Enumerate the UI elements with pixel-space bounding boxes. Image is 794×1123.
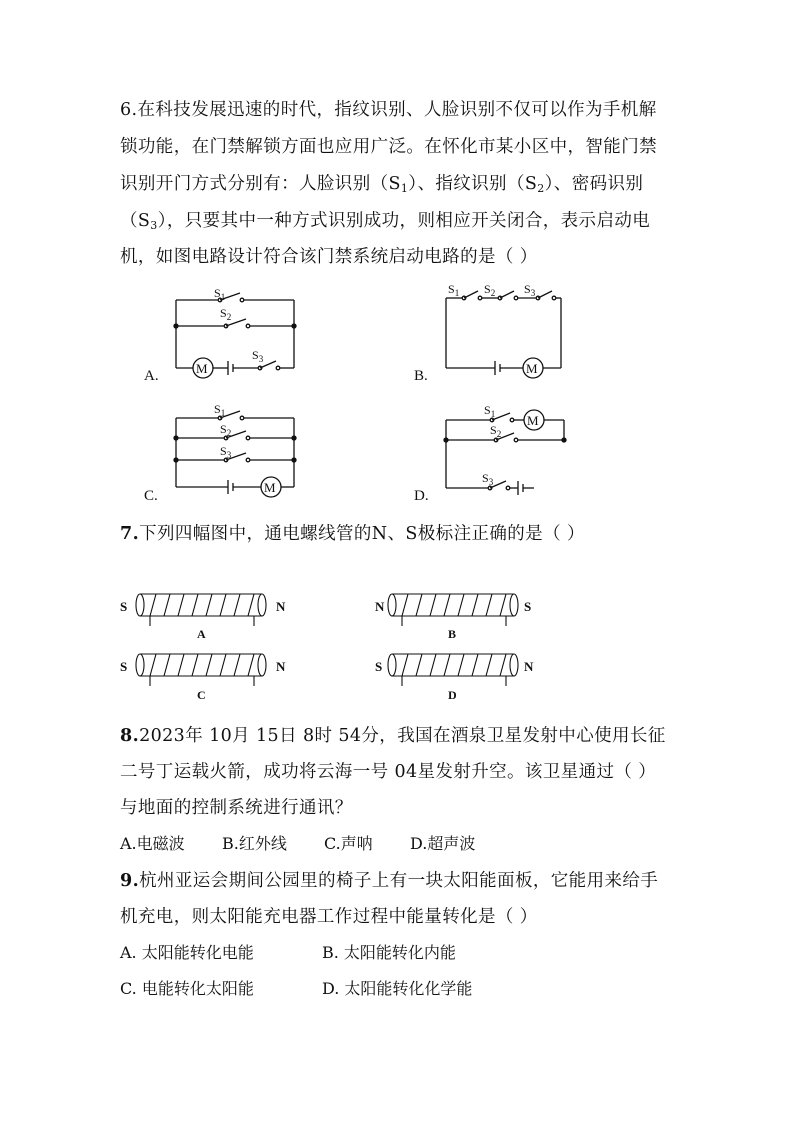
solenoid-d-right-pole: N (524, 659, 534, 674)
q8-option-c: C.声呐 (324, 834, 373, 853)
solenoid-b (388, 594, 518, 626)
q6-line-3-part-1: 识别开门方式分别有：人脸识别（S (120, 174, 401, 194)
solenoid-figures (120, 580, 560, 705)
q6-line-2: 锁功能，在门禁解锁方面也应用广泛。在怀化市某小区中，智能门禁 (120, 137, 657, 157)
q9-option-d: D. 太阳能转化化学能 (322, 979, 473, 998)
circuit-b-option-label: B. (414, 368, 428, 384)
q7-text: 下列四幅图中，通电螺线管的N、S极标注正确的是（ ） (139, 524, 585, 544)
solenoid-d-label: D (448, 688, 457, 702)
q8-line-1-text: 2023年 10月 15日 8时 54分，我国在酒泉卫星发射中心使用长征 (139, 726, 666, 746)
circuit-a (140, 280, 310, 385)
circuit-c-motor-label: M (264, 480, 276, 495)
circuit-b-motor-label: M (526, 361, 538, 376)
circuit-d-s2-label: $S_2$ (490, 423, 502, 439)
q6-sub-1: 1 (400, 182, 409, 195)
circuit-c-option-label: C. (144, 488, 158, 504)
circuit-d-option-label: D. (414, 488, 429, 504)
circuit-d (410, 398, 580, 505)
solenoid-d-left-pole: S (375, 659, 383, 674)
q9-option-b: B. 太阳能转化内能 (322, 943, 456, 962)
q9-number: 9. (120, 871, 140, 891)
circuit-b-s1-label: $S_1$ (448, 282, 460, 298)
circuit-c-s1-label: $S_1$ (214, 402, 226, 418)
q9-option-a: A. 太阳能转化电能 (120, 943, 254, 962)
circuit-a-s1-label: $S_1$ (214, 286, 226, 302)
q8-option-a: A.电磁波 (120, 834, 185, 853)
circuit-c-s2-label: $S_2$ (220, 422, 232, 438)
circuit-b (410, 278, 580, 385)
q6-sub-3: 3 (150, 219, 158, 232)
q6-line-3 (120, 170, 643, 195)
q8-option-d: D.超声波 (410, 834, 476, 853)
q6-line-4 (120, 207, 650, 232)
solenoid-d (388, 654, 518, 686)
solenoid-a-label: A (197, 627, 206, 641)
q8-option-b: B.红外线 (222, 834, 287, 853)
q8-line-2: 二号丁运载火箭，成功将云海一号 04星发射升空。该卫星通过（ ） (120, 762, 657, 782)
q7-number: 7. (120, 524, 140, 544)
q7-line-1 (120, 520, 585, 545)
solenoid-b-label: B (448, 627, 457, 641)
circuit-b-s3-label: $S_3$ (524, 282, 536, 298)
q6-line-5: 机，如图电路设计符合该门禁系统启动电路的是（ ） (120, 247, 538, 267)
circuit-a-s2-label: $S_2$ (220, 306, 232, 322)
solenoid-c (136, 654, 266, 686)
circuit-c-s3-label: $S_3$ (220, 444, 232, 460)
circuit-a-motor-label: M (196, 361, 208, 376)
solenoid-c-label: C (197, 688, 206, 702)
circuit-d-motor-label: M (527, 413, 539, 428)
circuit-d-s1-label: $S_1$ (484, 403, 496, 419)
solenoid-a-left-pole: S (120, 599, 128, 614)
q6-line-3-part-2: ）、指纹识别（S (408, 174, 538, 194)
solenoid-a-right-pole: N (276, 599, 286, 614)
solenoid-c-right-pole: N (276, 659, 286, 674)
q6-line-4-part-2: ），只要其中一种方式识别成功，则相应开关闭合，表示启动电 (157, 211, 651, 231)
solenoid-c-left-pole: S (120, 659, 128, 674)
solenoid-b-left-pole: N (375, 599, 385, 614)
q6-line-3-part-3: ）、密码识别 (544, 174, 644, 194)
q8-number: 8. (120, 726, 140, 746)
solenoid-a (136, 594, 266, 626)
circuit-b-s2-label: $S_2$ (484, 282, 496, 298)
q6-line-1: 6.在科技发展迅速的时代，指纹识别、人脸识别不仅可以作为手机解 (120, 100, 657, 120)
q9-option-c: C. 电能转化太阳能 (120, 979, 254, 998)
circuit-a-option-label: A. (144, 368, 159, 384)
q9-line-2: 机充电，则太阳能充电器工作过程中能量转化是（ ） (120, 907, 538, 927)
circuit-a-s3-label: $S_3$ (252, 348, 264, 364)
q6-line-4-part-1: （S (120, 211, 151, 231)
circuit-c (140, 398, 310, 505)
q9-line-1 (120, 867, 658, 892)
q8-line-3: 与地面的控制系统进行通讯？ (120, 798, 353, 818)
q9-line-1-text: 杭州亚运会期间公园里的椅子上有一块太阳能面板，它能用来给手 (139, 871, 659, 891)
q6-sub-2: 2 (537, 182, 545, 195)
q8-line-1 (120, 722, 666, 747)
solenoid-b-right-pole: S (524, 599, 532, 614)
circuit-d-s3-label: $S_3$ (482, 471, 494, 487)
